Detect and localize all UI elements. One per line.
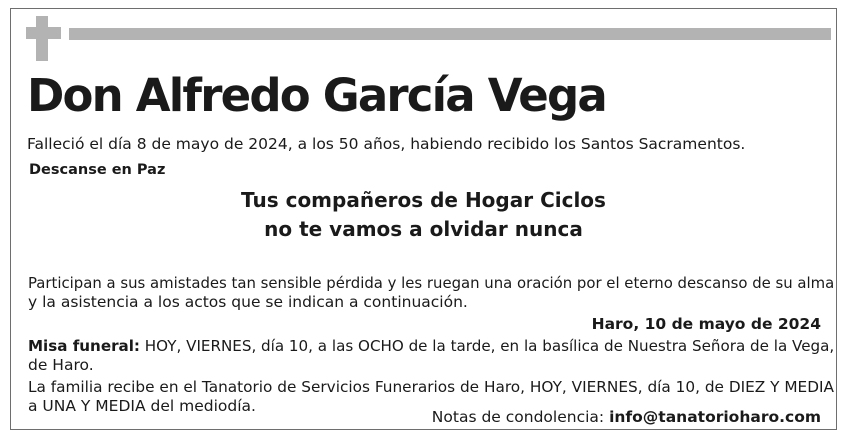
- announcement-line-1: Participan a sus amistades tan sensible pérdida y les ruegan una oración por el eterno descanso de su alma: [28, 274, 835, 292]
- family-line-1: La familia recibe en el Tanatorio de Servicios Funerarios de Haro, HOY, VIERNES, día 10, de DIEZ Y MEDIA: [28, 378, 834, 396]
- funeral-line-2: de Haro.: [28, 356, 94, 374]
- rip-line: Descanse en Paz: [29, 162, 166, 178]
- funeral-details: HOY, VIERNES, día 10, a las OCHO de la tarde, en la basílica de Nuestra Señora de la Vega,: [139, 337, 835, 355]
- funeral-line-1: [28, 339, 834, 354]
- funeral-label: Misa funeral:: [28, 337, 140, 355]
- condolences-email[interactable]: info@tanatorioharo.com: [609, 408, 821, 426]
- condolences-label: Notas de condolencia:: [431, 408, 610, 426]
- announcement-line-2: y la asistencia a los actos que se indican a continuación.: [28, 293, 468, 311]
- dedication-line-2: no te vamos a olvidar nunca: [264, 217, 583, 241]
- family-line-2: a UNA Y MEDIA del mediodía.: [28, 397, 256, 415]
- deceased-name: Don Alfredo García Vega: [27, 69, 606, 122]
- header-rule: [69, 28, 831, 40]
- dedication-line-1: Tus compañeros de Hogar Ciclos: [241, 188, 606, 212]
- death-notice: Falleció el día 8 de mayo de 2024, a los 50 años, habiendo recibido los Santos Sacramentos.: [27, 135, 746, 153]
- place-date: Haro, 10 de mayo de 2024: [591, 315, 821, 333]
- condolences-line: [432, 410, 821, 426]
